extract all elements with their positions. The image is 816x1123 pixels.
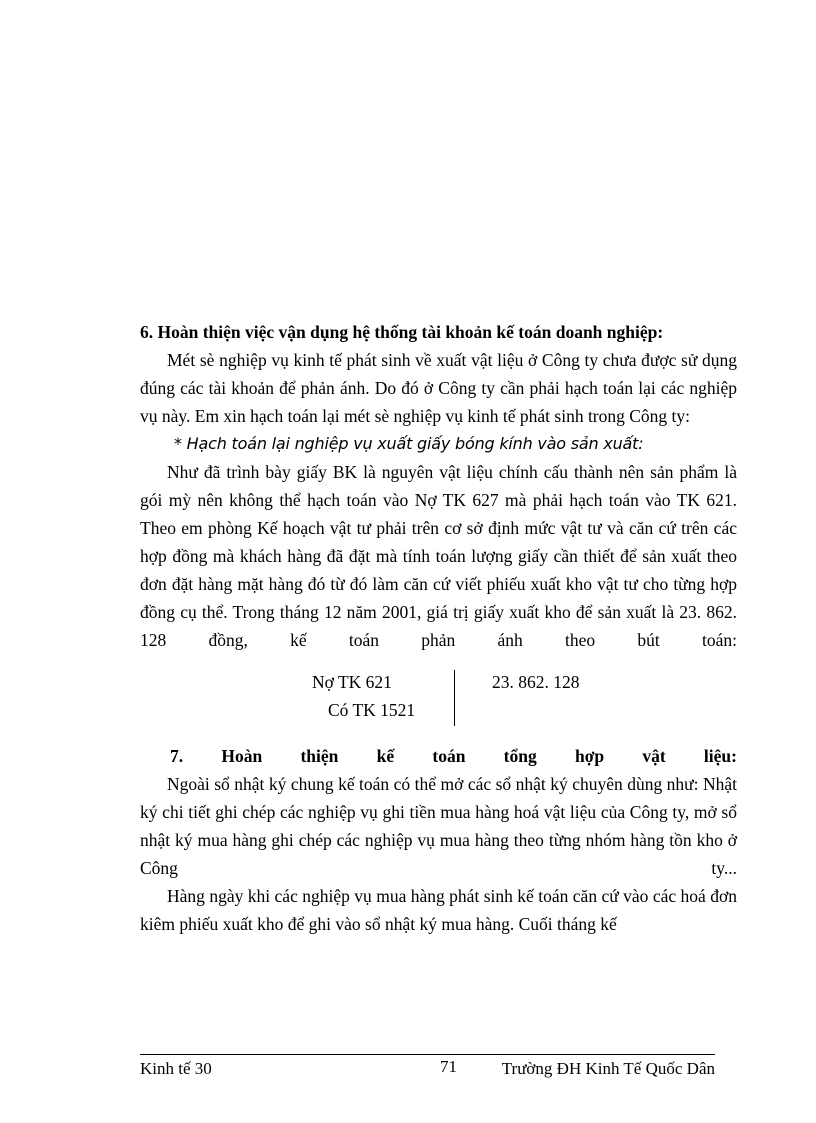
entry-amount: 23. 862. 128 — [492, 672, 580, 692]
section-7-heading: 7. Hoàn thiện kế toán tổng hợp vật liệu: — [170, 746, 737, 766]
footer-page-number: 71 — [440, 1057, 457, 1076]
page-body — [140, 318, 737, 938]
page-footer — [140, 1054, 715, 1078]
entry-credit-account: Có TK 1521 — [328, 700, 416, 720]
footer-course-label: Kinh tế 30 — [140, 1059, 212, 1078]
section-6-heading: 6. Hoàn thiện việc vận dụng hệ thống tài khoản kế toán doanh nghiệp: — [140, 322, 664, 342]
section-6-subheading: * Hạch toán lại nghiệp vụ xuất giấy bóng kính vào sản xuất: — [174, 434, 644, 453]
section-6-paragraph-2: Như đã trình bày giấy BK là nguyên vật liệu chính cấu thành nên sản phẩm là gói mỳ nên không thể hạch toán vào Nợ TK 627 mà phải hạch toán vào TK 621. Theo em phòng Kế hoạch vật tư phải trên cơ sở định mức vật tư và căn cứ trên các hợp đồng mà khách hàng đã đặt mà tính toán lượng giấy cần thiết để sản xuất theo đơn đặt hàng mặt hàng đó từ đó làm căn cứ viết phiếu xuất kho vật tư cho từng hợp đồng cụ thể. Trong tháng 12 năm 2001, giá trị giấy xuất kho để sản xuất là 23. 862. 128 đồng, kế toán phản ánh theo bút toán: — [140, 462, 737, 650]
footer-university-name: Trường ĐH Kinh Tế Quốc Dân — [501, 1059, 715, 1078]
entry-divider — [454, 670, 455, 726]
accounting-entry — [140, 668, 737, 730]
entry-debit-account: Nợ TK 621 — [312, 672, 392, 692]
section-7-paragraph-2: Hàng ngày khi các nghiệp vụ mua hàng phát sinh kế toán căn cứ vào các hoá đơn kiêm phiếu xuất kho để ghi vào sổ nhật ký mua hàng. Cuối tháng kế — [140, 886, 737, 934]
section-7-paragraph-1: Ngoài sổ nhật ký chung kế toán có thể mở các sổ nhật ký chuyên dùng như: Nhật ký chi tiết ghi chép các nghiệp vụ ghi tiền mua hàng hoá vật liệu của Công ty, mở sổ nhật ký mua hàng ghi chép các nghiệp vụ mua hàng theo từng nhóm hàng tồn kho ở Công ty... — [140, 774, 737, 878]
section-6-paragraph-1: Mét sè nghiệp vụ kinh tế phát sinh về xuất vật liệu ở Công ty chưa được sử dụng đúng các tài khoản để phản ánh. Do đó ở Công ty cần phải hạch toán lại các nghiệp vụ này. Em xin hạch toán lại mét sè nghiệp vụ kinh tế phát sinh trong Công ty: — [140, 350, 737, 426]
